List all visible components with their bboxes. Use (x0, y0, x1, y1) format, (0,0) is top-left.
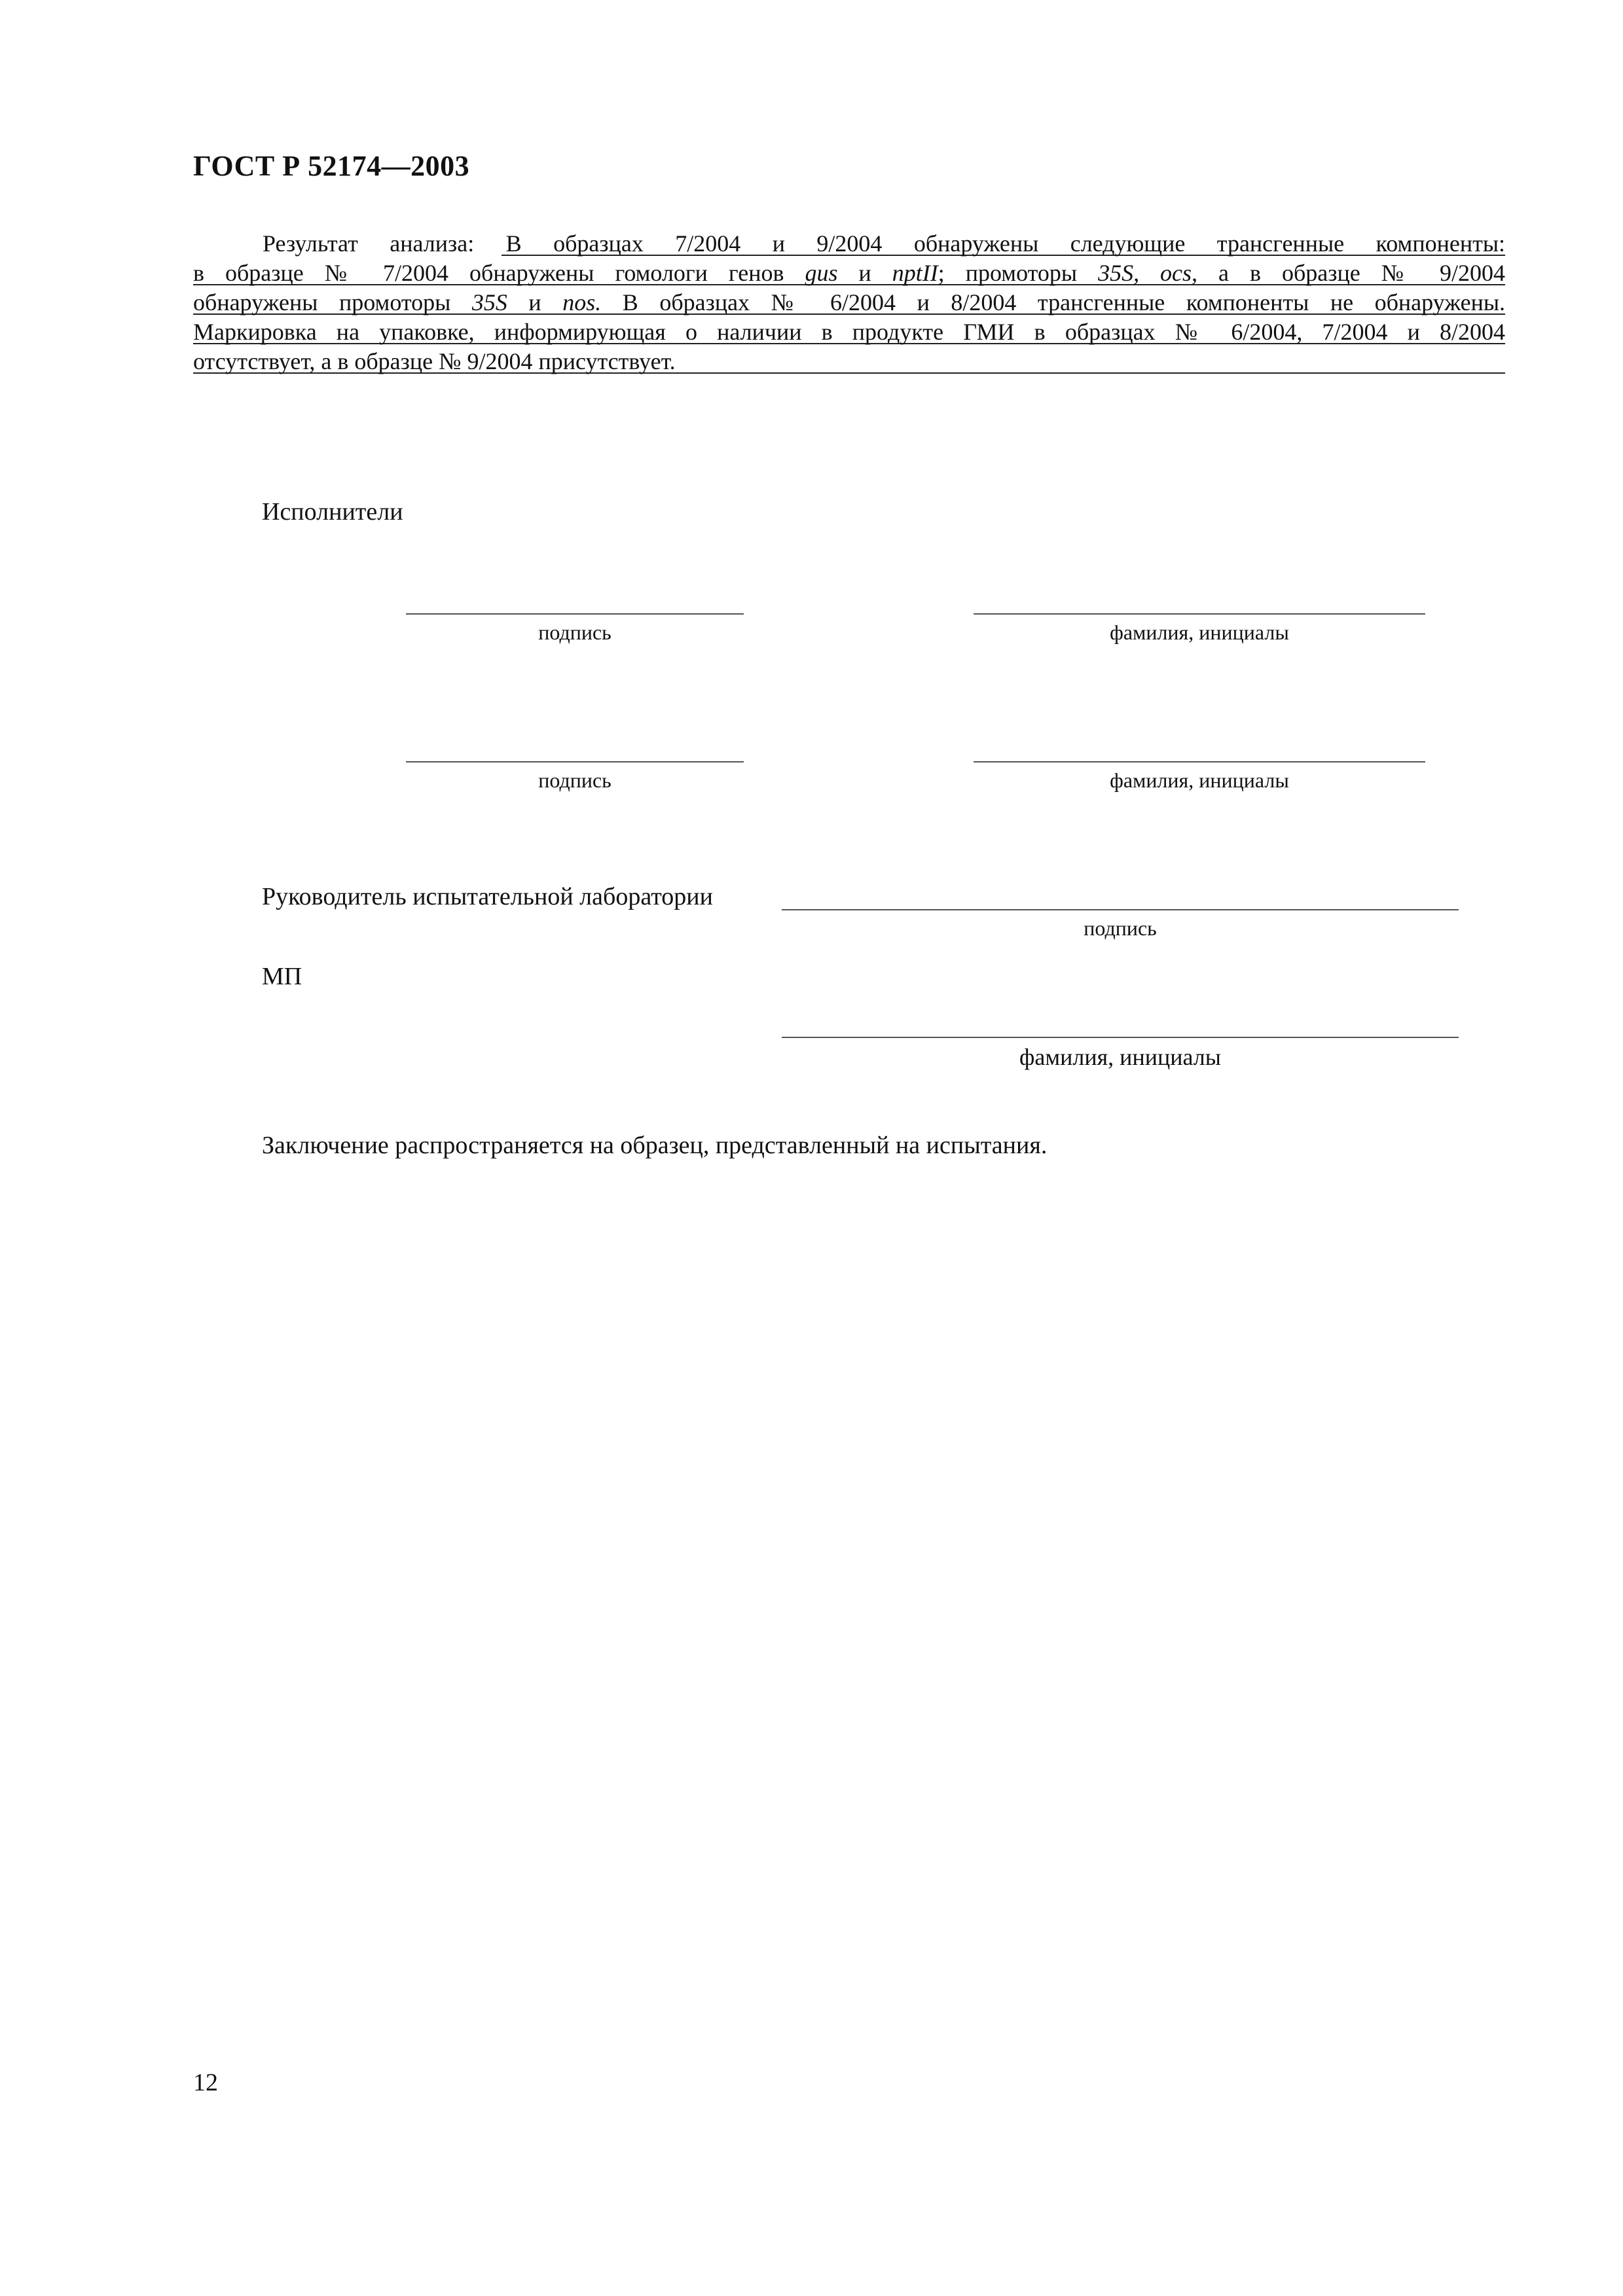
document-standard-number: ГОСТ Р 52174—2003 (193, 150, 470, 182)
result-line-2-text-c: а в образце № 9/2004 (1218, 260, 1506, 286)
lab-head-label: Руководитель испытательной лаборатории (262, 883, 713, 910)
result-lead-label: Результат анализа: (263, 230, 475, 257)
result-line-5 (193, 347, 1505, 376)
promoters-35s-ocs: 35S, ocs, (1098, 260, 1198, 286)
gene-gus: gus (805, 260, 838, 286)
analysis-result-paragraph (193, 229, 1505, 376)
promoter-35s: 35S (471, 289, 507, 315)
executor-1-name-caption: фамилия, инициалы (1110, 620, 1289, 644)
result-line-3-text-b: В образцах № 6/2004 и 8/2004 трансгенные компоненты не обнаружены. (622, 289, 1506, 315)
result-line-3 (193, 288, 1505, 317)
conjunction: и (858, 260, 871, 286)
page-number: 12 (193, 2069, 218, 2096)
result-line-4-text: Маркировка на упаковке, информирующая о наличии в продукте ГМИ в образцах № 6/2004, 7/2004 и 8/2004 (193, 319, 1505, 345)
executor-1-signature-line[interactable] (406, 613, 744, 615)
executor-1-signature-caption: подпись (538, 620, 611, 644)
executor-2-name-caption: фамилия, инициалы (1110, 768, 1289, 792)
lab-head-name-line[interactable] (782, 1037, 1459, 1038)
gene-nptii: nptII (892, 260, 938, 286)
result-line-3-text-a: обнаружены промоторы (193, 289, 451, 315)
lab-head-signature-caption: подпись (1084, 916, 1157, 940)
result-line-2-text-b: ; промоторы (938, 260, 1078, 286)
lab-head-signature-line[interactable] (782, 909, 1459, 910)
promoter-nos: nos. (562, 289, 602, 315)
result-line-5-text: отсутствует, а в образце № 9/2004 присутствует. (193, 348, 676, 374)
conjunction: и (528, 289, 541, 315)
result-line-1-text: В образцах 7/2004 и 9/2004 обнаружены следующие трансгенные компоненты: (505, 230, 1506, 257)
result-line-2-text-a: в образце № 7/2004 обнаружены гомологи генов (193, 260, 784, 286)
executor-2-signature-line[interactable] (406, 761, 744, 762)
executor-2-signature-caption: подпись (538, 768, 611, 792)
executors-heading: Исполнители (262, 498, 403, 526)
lab-head-name-caption: фамилия, инициалы (1019, 1044, 1221, 1070)
result-line-2 (193, 259, 1505, 288)
result-line-4 (193, 317, 1505, 347)
executor-2-name-line[interactable] (974, 761, 1425, 762)
result-line-1 (193, 229, 1505, 259)
executor-1-name-line[interactable] (974, 613, 1425, 615)
stamp-place-label: МП (262, 963, 302, 990)
conclusion-text: Заключение распространяется на образец, представленный на испытания. (262, 1132, 1048, 1159)
